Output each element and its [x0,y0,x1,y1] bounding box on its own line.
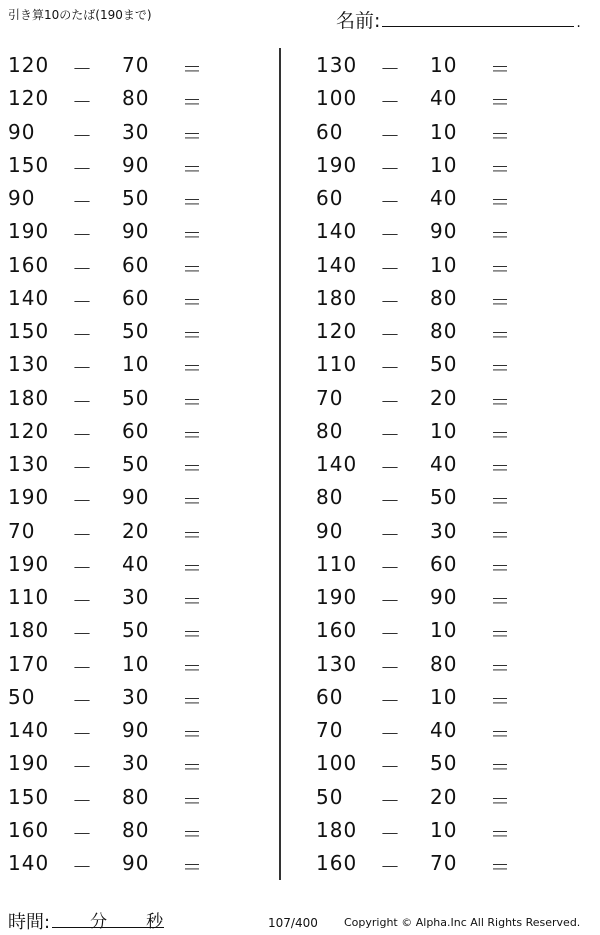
time-blank-line [52,909,164,932]
second-number: 60 [122,252,150,277]
minus-sign: － [72,256,93,281]
minus-sign: － [380,123,401,148]
second-number: 90 [430,219,458,244]
first-number: 160 [316,851,358,875]
minus-sign: － [72,821,93,846]
equals-sign: ＝ [182,323,203,347]
minus-sign: － [72,223,93,248]
first-number: 150 [8,152,50,177]
first-number: 100 [316,86,358,111]
minus-sign: － [72,688,93,713]
second-number: 30 [122,684,150,709]
minus-sign: － [380,356,401,381]
minus-sign: － [72,289,93,314]
equals-sign: ＝ [490,522,511,547]
equals-sign: ＝ [490,622,511,647]
second-number: 50 [122,319,150,343]
equals-sign: ＝ [182,622,203,647]
equals-sign: ＝ [182,256,203,281]
minus-sign: － [380,622,401,647]
first-number: 90 [316,518,344,543]
first-number: 190 [316,152,358,177]
minus-sign: － [72,622,93,647]
second-number: 50 [430,352,458,377]
minus-sign: － [72,323,93,347]
second-number: 30 [122,585,150,609]
first-number: 90 [8,186,36,210]
first-number: 180 [8,385,50,410]
second-number: 50 [122,618,150,643]
first-number: 120 [316,319,358,343]
first-number: 140 [316,452,358,476]
first-number: 190 [8,219,50,244]
equals-sign: ＝ [490,589,511,613]
first-number: 70 [316,718,344,742]
first-number: 80 [316,418,344,443]
minus-sign: － [72,190,93,214]
minus-sign: － [380,289,401,314]
equals-sign: ＝ [182,223,203,248]
minus-sign: － [380,522,401,547]
second-number: 70 [430,851,458,875]
second-number: 10 [122,352,150,377]
second-number: 10 [430,152,458,177]
equals-sign: ＝ [182,356,203,381]
minus-sign: － [72,422,93,447]
first-number: 50 [316,784,344,809]
equals-sign: ＝ [182,821,203,846]
copyright-text: Copyright © Alpha.Inc All Rights Reserved. [344,916,581,929]
second-number: 40 [430,86,458,111]
minus-sign: － [72,489,93,514]
minutes-label: 分 [90,912,108,932]
equals-sign: ＝ [182,57,203,81]
minus-sign: － [380,190,401,214]
equals-sign: ＝ [182,289,203,314]
second-number: 40 [430,186,458,210]
second-number: 40 [430,718,458,742]
minus-sign: － [72,755,93,780]
second-number: 50 [122,186,150,210]
second-number: 20 [430,385,458,410]
second-number: 10 [430,119,458,144]
minus-sign: － [380,57,401,81]
first-number: 150 [8,784,50,809]
first-number: 130 [316,53,358,77]
worksheet-title: 引き算10のたば(190まで) [8,8,152,22]
minus-sign: － [72,589,93,613]
page-number: 107/400 [268,916,318,930]
equals-sign: ＝ [182,389,203,414]
second-number: 90 [122,485,150,510]
minus-sign: － [380,456,401,480]
second-number: 90 [122,851,150,875]
equals-sign: ＝ [490,289,511,314]
equals-sign: ＝ [182,788,203,813]
minus-sign: － [380,855,401,879]
first-number: 190 [8,751,50,776]
equals-sign: ＝ [490,190,511,214]
equals-sign: ＝ [182,755,203,780]
first-number: 160 [8,252,50,277]
time-label: 時間: [8,912,51,933]
minus-sign: － [380,323,401,347]
equals-sign: ＝ [490,489,511,514]
equals-sign: ＝ [182,156,203,181]
equals-sign: ＝ [490,655,511,680]
equals-sign: ＝ [490,688,511,713]
first-number: 180 [316,285,358,310]
second-number: 90 [122,718,150,742]
first-number: 100 [316,751,358,776]
first-number: 120 [8,418,50,443]
equals-sign: ＝ [182,422,203,447]
minus-sign: － [380,223,401,248]
second-number: 40 [430,452,458,476]
equals-sign: ＝ [490,323,511,347]
minus-sign: － [72,156,93,181]
equals-sign: ＝ [490,156,511,181]
second-number: 10 [430,418,458,443]
minus-sign: － [72,522,93,547]
equals-sign: ＝ [490,821,511,846]
minus-sign: － [380,389,401,414]
second-number: 20 [430,784,458,809]
equals-sign: ＝ [490,356,511,381]
equals-sign: ＝ [490,788,511,813]
name-label: 名前: [336,10,381,32]
equals-sign: ＝ [490,855,511,879]
second-number: 10 [122,651,150,676]
first-number: 50 [8,684,36,709]
second-number: 70 [122,53,150,77]
first-number: 140 [8,285,50,310]
equals-sign: ＝ [490,256,511,281]
equals-sign: ＝ [182,123,203,148]
second-number: 10 [430,252,458,277]
minus-sign: － [72,855,93,879]
minus-sign: － [72,57,93,81]
first-number: 120 [8,53,50,77]
equals-sign: ＝ [490,456,511,480]
first-number: 140 [8,718,50,742]
equals-sign: ＝ [490,722,511,746]
minus-sign: － [380,688,401,713]
first-number: 180 [8,618,50,643]
second-number: 60 [122,285,150,310]
minus-sign: － [72,123,93,148]
first-number: 150 [8,319,50,343]
equals-sign: ＝ [490,755,511,780]
time-field [8,908,164,934]
minus-sign: － [380,655,401,680]
name-dot: . [576,15,581,31]
minus-sign: － [380,788,401,813]
first-number: 70 [316,385,344,410]
minus-sign: － [72,456,93,480]
equals-sign: ＝ [182,722,203,746]
minus-sign: － [380,589,401,613]
first-number: 90 [8,119,36,144]
second-number: 50 [430,751,458,776]
equals-sign: ＝ [490,90,511,115]
second-number: 80 [430,651,458,676]
second-number: 80 [122,817,150,842]
first-number: 140 [316,219,358,244]
first-number: 60 [316,186,344,210]
minus-sign: － [380,156,401,181]
second-number: 30 [430,518,458,543]
second-number: 80 [430,319,458,343]
minus-sign: － [380,722,401,746]
equals-sign: ＝ [182,655,203,680]
minus-sign: － [72,555,93,580]
first-number: 170 [8,651,50,676]
equals-sign: ＝ [182,688,203,713]
second-number: 40 [122,551,150,576]
seconds-label: 秒 [146,912,164,932]
minus-sign: － [380,555,401,580]
name-blank-line [382,8,574,27]
second-number: 30 [122,119,150,144]
second-number: 50 [122,452,150,476]
column-divider [279,48,281,880]
minus-sign: － [72,90,93,115]
first-number: 80 [316,485,344,510]
first-number: 190 [8,551,50,576]
minus-sign: － [72,389,93,414]
second-number: 90 [122,152,150,177]
minus-sign: － [380,422,401,447]
second-number: 30 [122,751,150,776]
minus-sign: － [72,655,93,680]
second-number: 10 [430,817,458,842]
first-number: 110 [316,352,358,377]
first-number: 70 [8,518,36,543]
equals-sign: ＝ [490,57,511,81]
minus-sign: － [380,489,401,514]
second-number: 20 [122,518,150,543]
equals-sign: ＝ [182,589,203,613]
equals-sign: ＝ [182,555,203,580]
equals-sign: ＝ [490,223,511,248]
second-number: 90 [430,585,458,609]
name-field [336,6,581,33]
second-number: 10 [430,684,458,709]
equals-sign: ＝ [490,555,511,580]
second-number: 60 [122,418,150,443]
equals-sign: ＝ [182,456,203,480]
second-number: 90 [122,219,150,244]
second-number: 80 [122,86,150,111]
minus-sign: － [380,755,401,780]
equals-sign: ＝ [490,422,511,447]
equals-sign: ＝ [182,90,203,115]
equals-sign: ＝ [490,123,511,148]
first-number: 160 [8,817,50,842]
minus-sign: － [380,90,401,115]
minus-sign: － [380,821,401,846]
first-number: 130 [8,452,50,476]
equals-sign: ＝ [182,522,203,547]
first-number: 160 [316,618,358,643]
first-number: 130 [8,352,50,377]
first-number: 110 [8,585,50,609]
second-number: 10 [430,618,458,643]
minus-sign: － [380,256,401,281]
first-number: 60 [316,684,344,709]
first-number: 190 [316,585,358,609]
minus-sign: － [72,356,93,381]
first-number: 140 [316,252,358,277]
first-number: 130 [316,651,358,676]
minus-sign: － [72,722,93,746]
second-number: 80 [430,285,458,310]
second-number: 50 [122,385,150,410]
equals-sign: ＝ [182,489,203,514]
minus-sign: － [72,788,93,813]
equals-sign: ＝ [182,855,203,879]
first-number: 60 [316,119,344,144]
second-number: 60 [430,551,458,576]
second-number: 80 [122,784,150,809]
equals-sign: ＝ [182,190,203,214]
first-number: 110 [316,551,358,576]
second-number: 10 [430,53,458,77]
second-number: 50 [430,485,458,510]
first-number: 190 [8,485,50,510]
first-number: 140 [8,851,50,875]
first-number: 120 [8,86,50,111]
first-number: 180 [316,817,358,842]
equals-sign: ＝ [490,389,511,414]
